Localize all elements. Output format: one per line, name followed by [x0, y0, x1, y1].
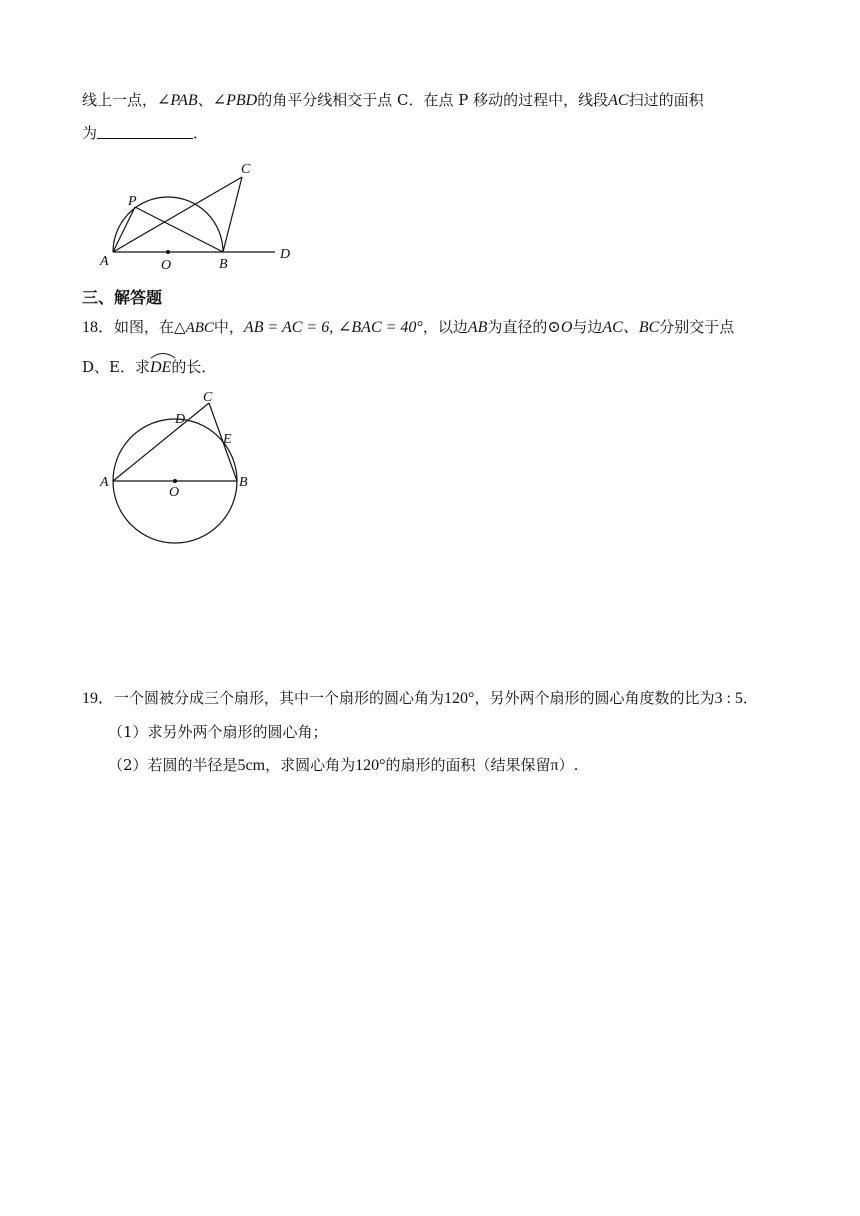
- segment-ac: AC: [608, 92, 629, 109]
- q19-text: ．: [742, 689, 758, 707]
- q17-line-1: [82, 90, 704, 111]
- label-c: C: [203, 390, 213, 405]
- q17-text: 的角平分线相交于点 C．在点 P 移动的过程中，线段: [257, 91, 609, 109]
- q17-text: ．: [193, 124, 209, 142]
- q18-line-1: [82, 317, 734, 338]
- q17-sep: 、: [197, 91, 213, 109]
- q18-text: D、E．求: [82, 358, 150, 376]
- section-heading: 三、解答题: [82, 288, 163, 307]
- pi-symbol: π: [550, 757, 559, 774]
- q19-number: 19．: [82, 690, 115, 707]
- radius: 5cm: [237, 757, 266, 774]
- label-o: O: [161, 258, 172, 273]
- segment-ab: AB: [467, 319, 488, 336]
- triangle-abc: △ABC: [174, 320, 214, 336]
- q17-text: 为: [82, 124, 98, 142]
- q19-text: ，另外两个扇形的圆心角度数的比为: [474, 689, 715, 707]
- angle-120: 120°: [355, 757, 386, 774]
- q17-line-2: [82, 123, 208, 143]
- equation-ab-ac: AB = AC = 6,: [243, 319, 334, 336]
- angle-pab: ∠PAB: [157, 92, 198, 109]
- center-point: [173, 479, 177, 483]
- center-point: [166, 250, 170, 254]
- q18-text: 为直径的: [487, 318, 548, 336]
- q19-text: （2）若圆的半径是: [108, 756, 238, 774]
- angle-bac: ∠BAC = 40°: [338, 319, 423, 336]
- arc-de: [150, 355, 171, 378]
- label-a: A: [100, 254, 109, 269]
- q19-text: 一个圆被分成三个扇形，其中一个扇形的圆心角为: [114, 689, 445, 707]
- angle-pbd: ∠PBD: [212, 92, 258, 109]
- angle-120: 120°: [444, 690, 475, 707]
- arc-mark-icon: [150, 351, 176, 359]
- label-d: D: [280, 247, 291, 262]
- q19-part-2: [108, 755, 578, 776]
- q18-text: 中，: [213, 318, 244, 336]
- ratio: 3 : 5: [714, 690, 743, 707]
- label-c: C: [241, 162, 251, 177]
- q17-figure: [95, 155, 305, 275]
- label-a: A: [100, 475, 109, 490]
- q19-text: 的扇形的面积（结果保留: [385, 756, 551, 774]
- label-o: O: [169, 485, 180, 500]
- q18-line-2: [82, 355, 216, 378]
- sides-ac-bc: AC、BC: [602, 319, 660, 336]
- q19-line-1: [82, 688, 758, 709]
- q18-text: 分别交于点: [659, 318, 735, 336]
- label-b: B: [219, 257, 228, 272]
- label-p: P: [128, 194, 137, 209]
- q18-text: 如图，在: [114, 318, 175, 336]
- label-b: B: [239, 475, 248, 490]
- label-e: E: [223, 432, 232, 447]
- line-bc: [223, 177, 242, 252]
- q19-part-1: （1）求另外两个扇形的圆心角；: [108, 723, 328, 741]
- q17-text: 线上一点，: [82, 91, 158, 109]
- arc-de-label: DE: [149, 359, 172, 376]
- q18-text: ，以边: [422, 318, 468, 336]
- q19-text: ）.: [558, 756, 579, 774]
- answer-blank[interactable]: [97, 124, 193, 139]
- q18-figure: [95, 385, 265, 545]
- label-d: D: [175, 412, 186, 427]
- q18-text: 与边: [572, 318, 603, 336]
- q17-text: 扫过的面积: [628, 91, 704, 109]
- circle-o: ⊙O: [547, 319, 573, 336]
- q18-number: 18．: [82, 319, 115, 336]
- q18-text: 的长．: [171, 358, 217, 376]
- line-ac: [113, 177, 242, 252]
- q19-text: ，求圆心角为: [265, 756, 356, 774]
